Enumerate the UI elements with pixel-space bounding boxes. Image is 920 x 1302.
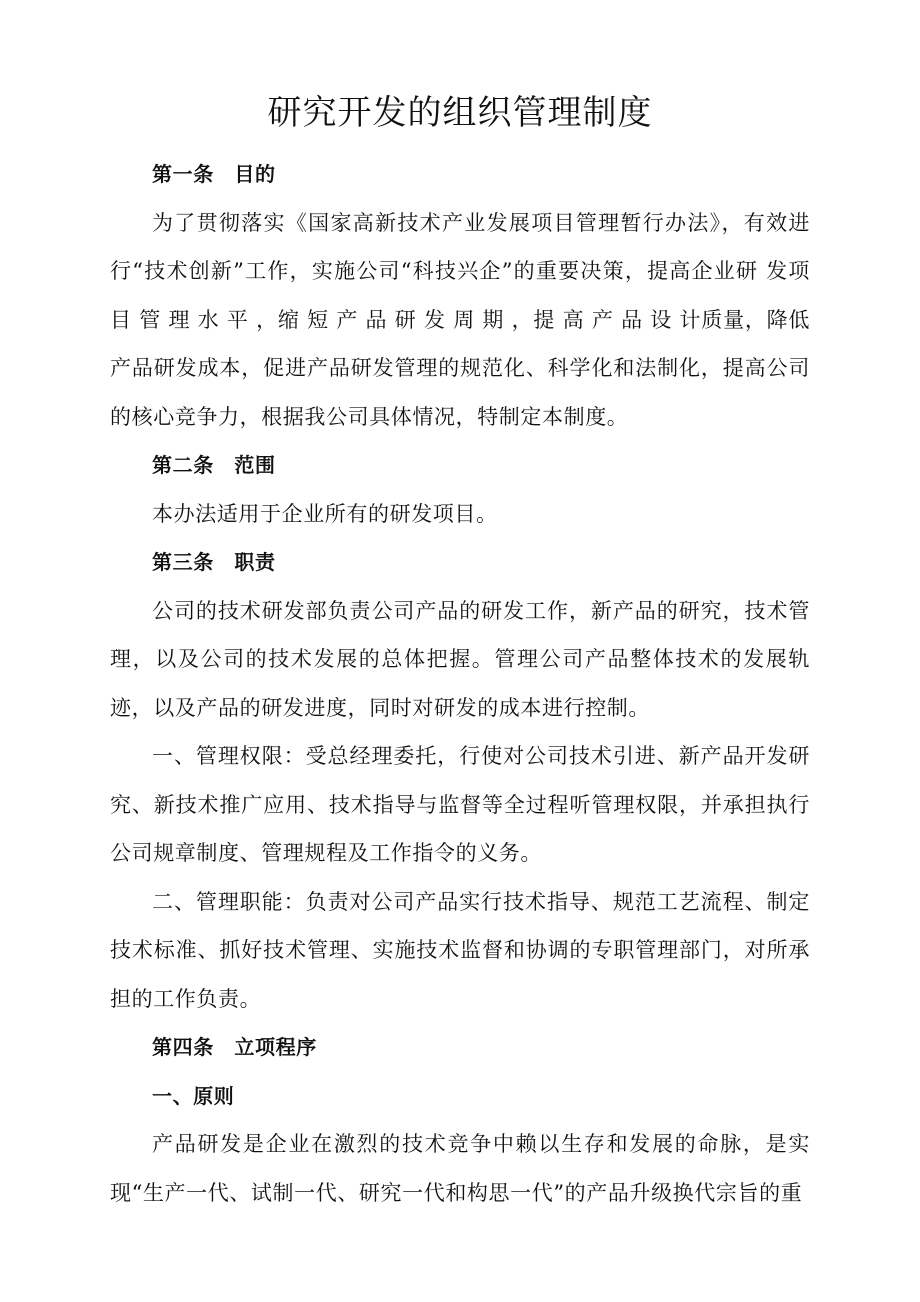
body-paragraph-6: 产品研发是企业在激烈的技术竞争中赖以生存和发展的命脉，是实现“生产一代、试制一代、研究一代和构思一代”的产品升级换代宗旨的重 [110, 1132, 810, 1205]
section-heading-4: 第四条 立项程序 [152, 1035, 317, 1059]
body-paragraph-5: 二、管理职能：负责对公司产品实行技术指导、规范工艺流程、制定技术标准、抓好技术管理、实施技术监督和协调的专职管理部门，对所承担的工作负责。 [110, 889, 810, 1011]
subsection-heading-1: 一、原则 [152, 1083, 235, 1108]
body-paragraph-2: 本办法适用于企业所有的研发项目。 [152, 501, 498, 526]
body-paragraph-1: 为了贯彻落实《国家高新技术产业发展项目管理暂行办法》，有效进行“技术创新”工作，实施公司“科技兴企”的重要决策，提高企业研 发项 目 管 理 水 平 ，缩 短 产 品 研 发 周 期 ，提 高 产 品 设 计质量，降低产品研发成本，促进产品研发管理的规范化、科学化和法制化，提高公司的核心竞争力，根据我公司具体情况，特制定本制度。 [110, 210, 810, 429]
document-title: 研究开发的组织管理制度 [267, 93, 653, 133]
section-heading-3: 第三条 职责 [152, 550, 276, 574]
body-paragraph-4: 一、管理权限：受总经理委托，行使对公司技术引进、新产品开发研究、新技术推广应用、技术指导与监督等全过程听管理权限，并承担执行公司规章制度、管理规程及工作指令的义务。 [110, 744, 810, 865]
body-paragraph-3: 公司的技术研发部负责公司产品的研发工作，新产品的研究，技术管理，以及公司的技术发展的总体把握。管理公司产品整体技术的发展轨迹，以及产品的研发进度，同时对研发的成本进行控制。 [110, 598, 810, 720]
section-heading-2: 第二条 范围 [152, 453, 276, 477]
section-heading-1: 第一条 目的 [152, 162, 276, 186]
